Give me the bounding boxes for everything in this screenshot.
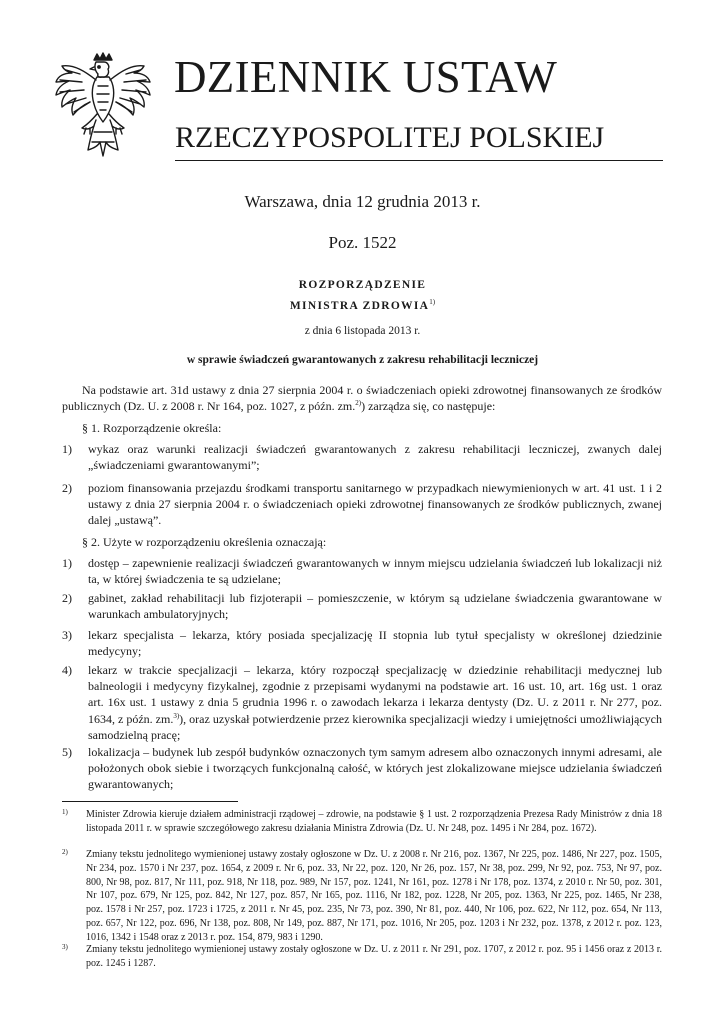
act-subject: w sprawie świadczeń gwarantowanych z zakresu rehabilitacji leczniczej — [186, 354, 539, 366]
preamble-text-end: ) zarządza się, co następuje: — [361, 399, 496, 414]
list-item — [62, 480, 662, 529]
item-number: 3) — [62, 628, 72, 642]
footnote — [62, 808, 662, 836]
list-item — [62, 744, 662, 793]
item-number: 5) — [62, 745, 72, 759]
item-text-start: lekarz w trakcie specjalizacji – lekarza, który rozpoczął specjalizację w dziedzinie rehabilitacji medycznej lub balneologii i medycyny fizykalnej, zgodnie z przepisami wydanymi na podstawie art. 16 ust. 10, art. 16g ust. 1 oraz art. 16x ust. 1 ustawy z dnia 5 grudnia 1996 r. o zawodach lekarza i lekarza dentysty (Dz. U. z 2011 r. Nr 277, poz. 1634, z późn. zm. — [88, 663, 662, 726]
list-item — [62, 555, 662, 587]
item-number: 4) — [62, 663, 72, 677]
section-1-heading: § 1. Rozporządzenie określa: — [82, 421, 222, 435]
position-number: Poz. 1522 — [328, 233, 397, 252]
act-issuer-text: MINISTRA ZDROWIA — [289, 299, 430, 312]
item-text: dostęp – zapewnienie realizacji świadczeń gwarantowanych w innym miejscu udzielania świadczeń lub lokalizacji niż ta, w której świadczenia te są udzielane; — [88, 556, 662, 587]
footnote-number: 1) — [62, 808, 68, 816]
item-text: lekarz specjalista – lekarza, który posiada specjalizację II stopnia lub tytuł specjalisty w określonej dziedzinie medycyny; — [88, 628, 662, 659]
preamble-text: Na podstawie art. 31d ustawy z dnia 27 sierpnia 2004 r. o świadczeniach opieki zdrowotnej finansowanych ze środków publicznych (Dz. U. z 2008 r. Nr 164, poz. 1027, z późn. zm. — [62, 383, 662, 414]
section-2-heading: § 2. Użyte w rozporządzeniu określenia oznaczają: — [82, 535, 327, 549]
footnote-ref-2: 2) — [355, 399, 362, 408]
item-number: 2) — [62, 481, 72, 495]
list-item — [62, 590, 662, 622]
footnote-ref-3: 3) — [173, 711, 180, 720]
list-item — [62, 441, 662, 473]
footnote — [62, 943, 662, 971]
polish-eagle-emblem-icon — [50, 52, 156, 164]
act-type: ROZPORZĄDZENIE — [298, 279, 427, 291]
publication-date: Warszawa, dnia 12 grudnia 2013 r. — [244, 192, 481, 211]
preamble — [62, 382, 662, 414]
footnote-text: Zmiany tekstu jednolitego wymienionej ustawy zostały ogłoszone w Dz. U. z 2011 r. Nr 291, poz. 1707, z 2012 r. poz. 95 i 1456 oraz z 2013 r. poz. 1245 i 1287. — [86, 944, 662, 969]
item-number: 2) — [62, 591, 72, 605]
list-item — [62, 662, 662, 743]
footnote-text: Zmiany tekstu jednolitego wymienionej ustawy zostały ogłoszone w Dz. U. z 2008 r. Nr 216, poz. 1367, Nr 225, poz. 1486, Nr 227, poz. 1505, Nr 234, poz. 1570 i Nr 237, poz. 1654, z 2009 r. Nr 6, poz. 33, Nr 22, poz. 120, Nr 26, poz. 157, Nr 38, poz. 299, Nr 92, poz. 753, Nr 97, poz. 800, Nr 98, poz. 817, Nr 111, poz. 918, Nr 118, poz. 989, Nr 157, poz. 1241, Nr 161, poz. 1278 i Nr 178, poz. 1374, z 2010 r. Nr 50, poz. 301, Nr 107, poz. 679, Nr 125, poz. 842, Nr 127, poz. 857, Nr 165, poz. 1116, Nr 182, poz. 1228, Nr 205, poz. 1363, Nr 225, poz. 1465, Nr 238, poz. 1578 i Nr 257, poz. 1723 i 1725, z 2011 r. Nr 45, poz. 235, Nr 73, poz. 390, Nr 81, poz. 440, Nr 106, poz. 622, Nr 112, poz. 654, Nr 113, poz. 657, Nr 122, poz. 696, Nr 138, poz. 808, Nr 149, poz. 887, Nr 171, poz. 1016, Nr 205, poz. 1203 i Nr 232, poz. 1378, z 2012 r. poz. 123, 1016, 1342 i 1548 oraz z 2013 r. poz. 154, 879, 983 i 1290. — [86, 849, 662, 943]
item-text: lokalizacja – budynek lub zespół budynków oznaczonych tym samym adresem albo oznaczonych innymi adresami, ale położonych obok siebie i tworzących funkcjonalną całość, w których jest zlokalizowane miejsce udzielania świadczeń gwarantowanych; — [88, 745, 662, 792]
footnote-number: 2) — [62, 848, 68, 856]
footnote — [62, 848, 662, 945]
header-divider — [175, 160, 663, 161]
footnote-number: 3) — [62, 943, 68, 951]
act-issuer — [0, 295, 725, 313]
item-text: gabinet, zakład rehabilitacji lub fizjoterapii – pomieszczenie, w którym są udzielane świadczenia gwarantowane w warunkach ambulatoryjnych; — [88, 591, 662, 622]
journal-subtitle: RZECZYPOSPOLITEJ POLSKIEJ — [175, 121, 605, 154]
footnote-divider — [62, 801, 238, 802]
item-text — [88, 662, 662, 743]
item-text-end: ), oraz uzyskał potwierdzenie przez kierownika specjalizacji wiedzy i umiejętności umożliwiających samodzielną pracę; — [88, 711, 663, 742]
item-number: 1) — [62, 442, 72, 456]
footnote-text: Minister Zdrowia kieruje działem administracji rządowej – zdrowie, na podstawie § 1 ust. 2 rozporządzenia Prezesa Rady Ministrów z dnia 18 listopada 2011 r. w sprawie szczegółowego zakresu działania Ministra Zdrowia (Dz. U. Nr 248, poz. 1495 i Nr 284, poz. 1672). — [86, 809, 662, 834]
journal-title: DZIENNIK USTAW — [174, 52, 558, 102]
list-item — [62, 627, 662, 659]
footnote-ref-1: 1) — [429, 298, 436, 306]
item-text: poziom finansowania przejazdu środkami transportu sanitarnego w przypadkach niewymienionych w art. 41 ust. 1 i 2 ustawy z dnia 27 sierpnia 2004 r. o świadczeniach opieki zdrowotnej finansowanych ze środków publicznych, zwanej dalej „ustawą”. — [88, 481, 662, 528]
item-number: 1) — [62, 556, 72, 570]
item-text: wykaz oraz warunki realizacji świadczeń gwarantowanych z zakresu rehabilitacji leczniczej, zwanych dalej „świadczeniami gwarantowanymi”; — [88, 442, 662, 473]
act-date: z dnia 6 listopada 2013 r. — [304, 325, 421, 337]
